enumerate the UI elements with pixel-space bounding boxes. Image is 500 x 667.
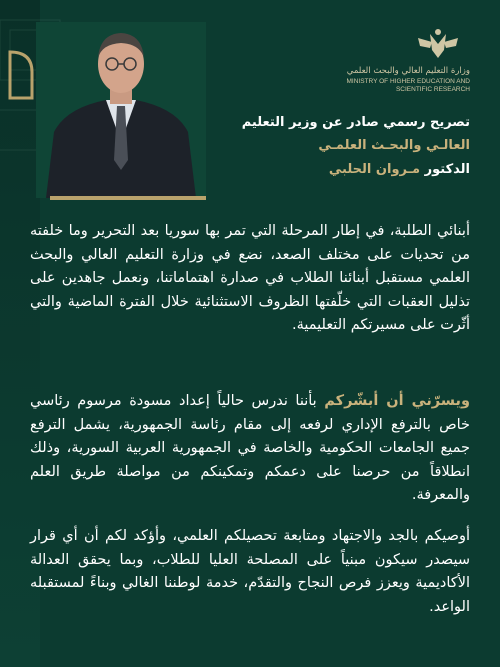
statement-title: تصريح رسمي صادر عن وزير التعليم [241, 115, 470, 130]
minister-name-text: مـروان الحلبي [328, 162, 421, 177]
photo-underline [50, 196, 206, 200]
statement-header [220, 112, 470, 182]
paragraph-intro: أبنائي الطلبة، في إطار المرحلة التي تمر بها سوريا بعد التحرير وما خلفته من تحديات على مختلف الصعد، نضع في وزارة التعليم العالي والبحث العلمي مستقبل أبنائنا الطلاب في صدارة اهتماماتنا، ونعمل جاهدين على تذليل العقبات التي خلّفتها الظروف الاستثنائية خلال الفترة الماضية والتي أثّرت على مسيرتكم التعليمية. [30, 223, 470, 333]
ministry-name-english-line1: MINISTRY OF HIGHER EDUCATION AND [346, 78, 470, 85]
ministry-logo [320, 22, 470, 98]
paragraph-advice: أوصيكم بالجد والاجتهاد ومتابعة تحصيلكم العلمي، وأؤكد لكم أن أي قرار سيصدر سيكون مبنياً على المصلحة العليا للطلاب، وبما يحقق العدالة الأكاديمية ويعزز فرص النجاح والتقدّم، خدمة لوطننا الغالي وبناءً لمستقبله الواعد. [30, 528, 470, 615]
ministry-name-arabic: وزارة التعليم العالي والبحث العلمي [346, 66, 470, 76]
paragraph-announcement [30, 390, 470, 508]
ministry-name-english-line2: SCIENTIFIC RESEARCH [395, 86, 470, 93]
minister-photo [36, 22, 206, 198]
ministry-name-english [320, 78, 470, 94]
minister-title: الدكتور [424, 162, 470, 177]
minister-name [220, 158, 470, 182]
quote-mark-icon [6, 48, 36, 103]
statement-subtitle: العالـي والبحـث العلمـي [318, 138, 470, 153]
eagle-emblem-icon [320, 28, 470, 62]
announcement-body: بأننا ندرس حالياً إعداد مسودة مرسوم رئاسي خاص بالترفع الإداري لرفعه إلى مقام رئاسة الجمهورية، يشمل الترفع جميع الجامعات الحكومية والخاصة في الجمهورية العربية السورية، وذلك انطلاقاً من حرصنا على دعمكم وتمكينكم من مواصلة طريق العلم والمعرفة. [30, 393, 470, 503]
announcement-highlight: ويسرّني أن أبشّركم [324, 393, 470, 409]
